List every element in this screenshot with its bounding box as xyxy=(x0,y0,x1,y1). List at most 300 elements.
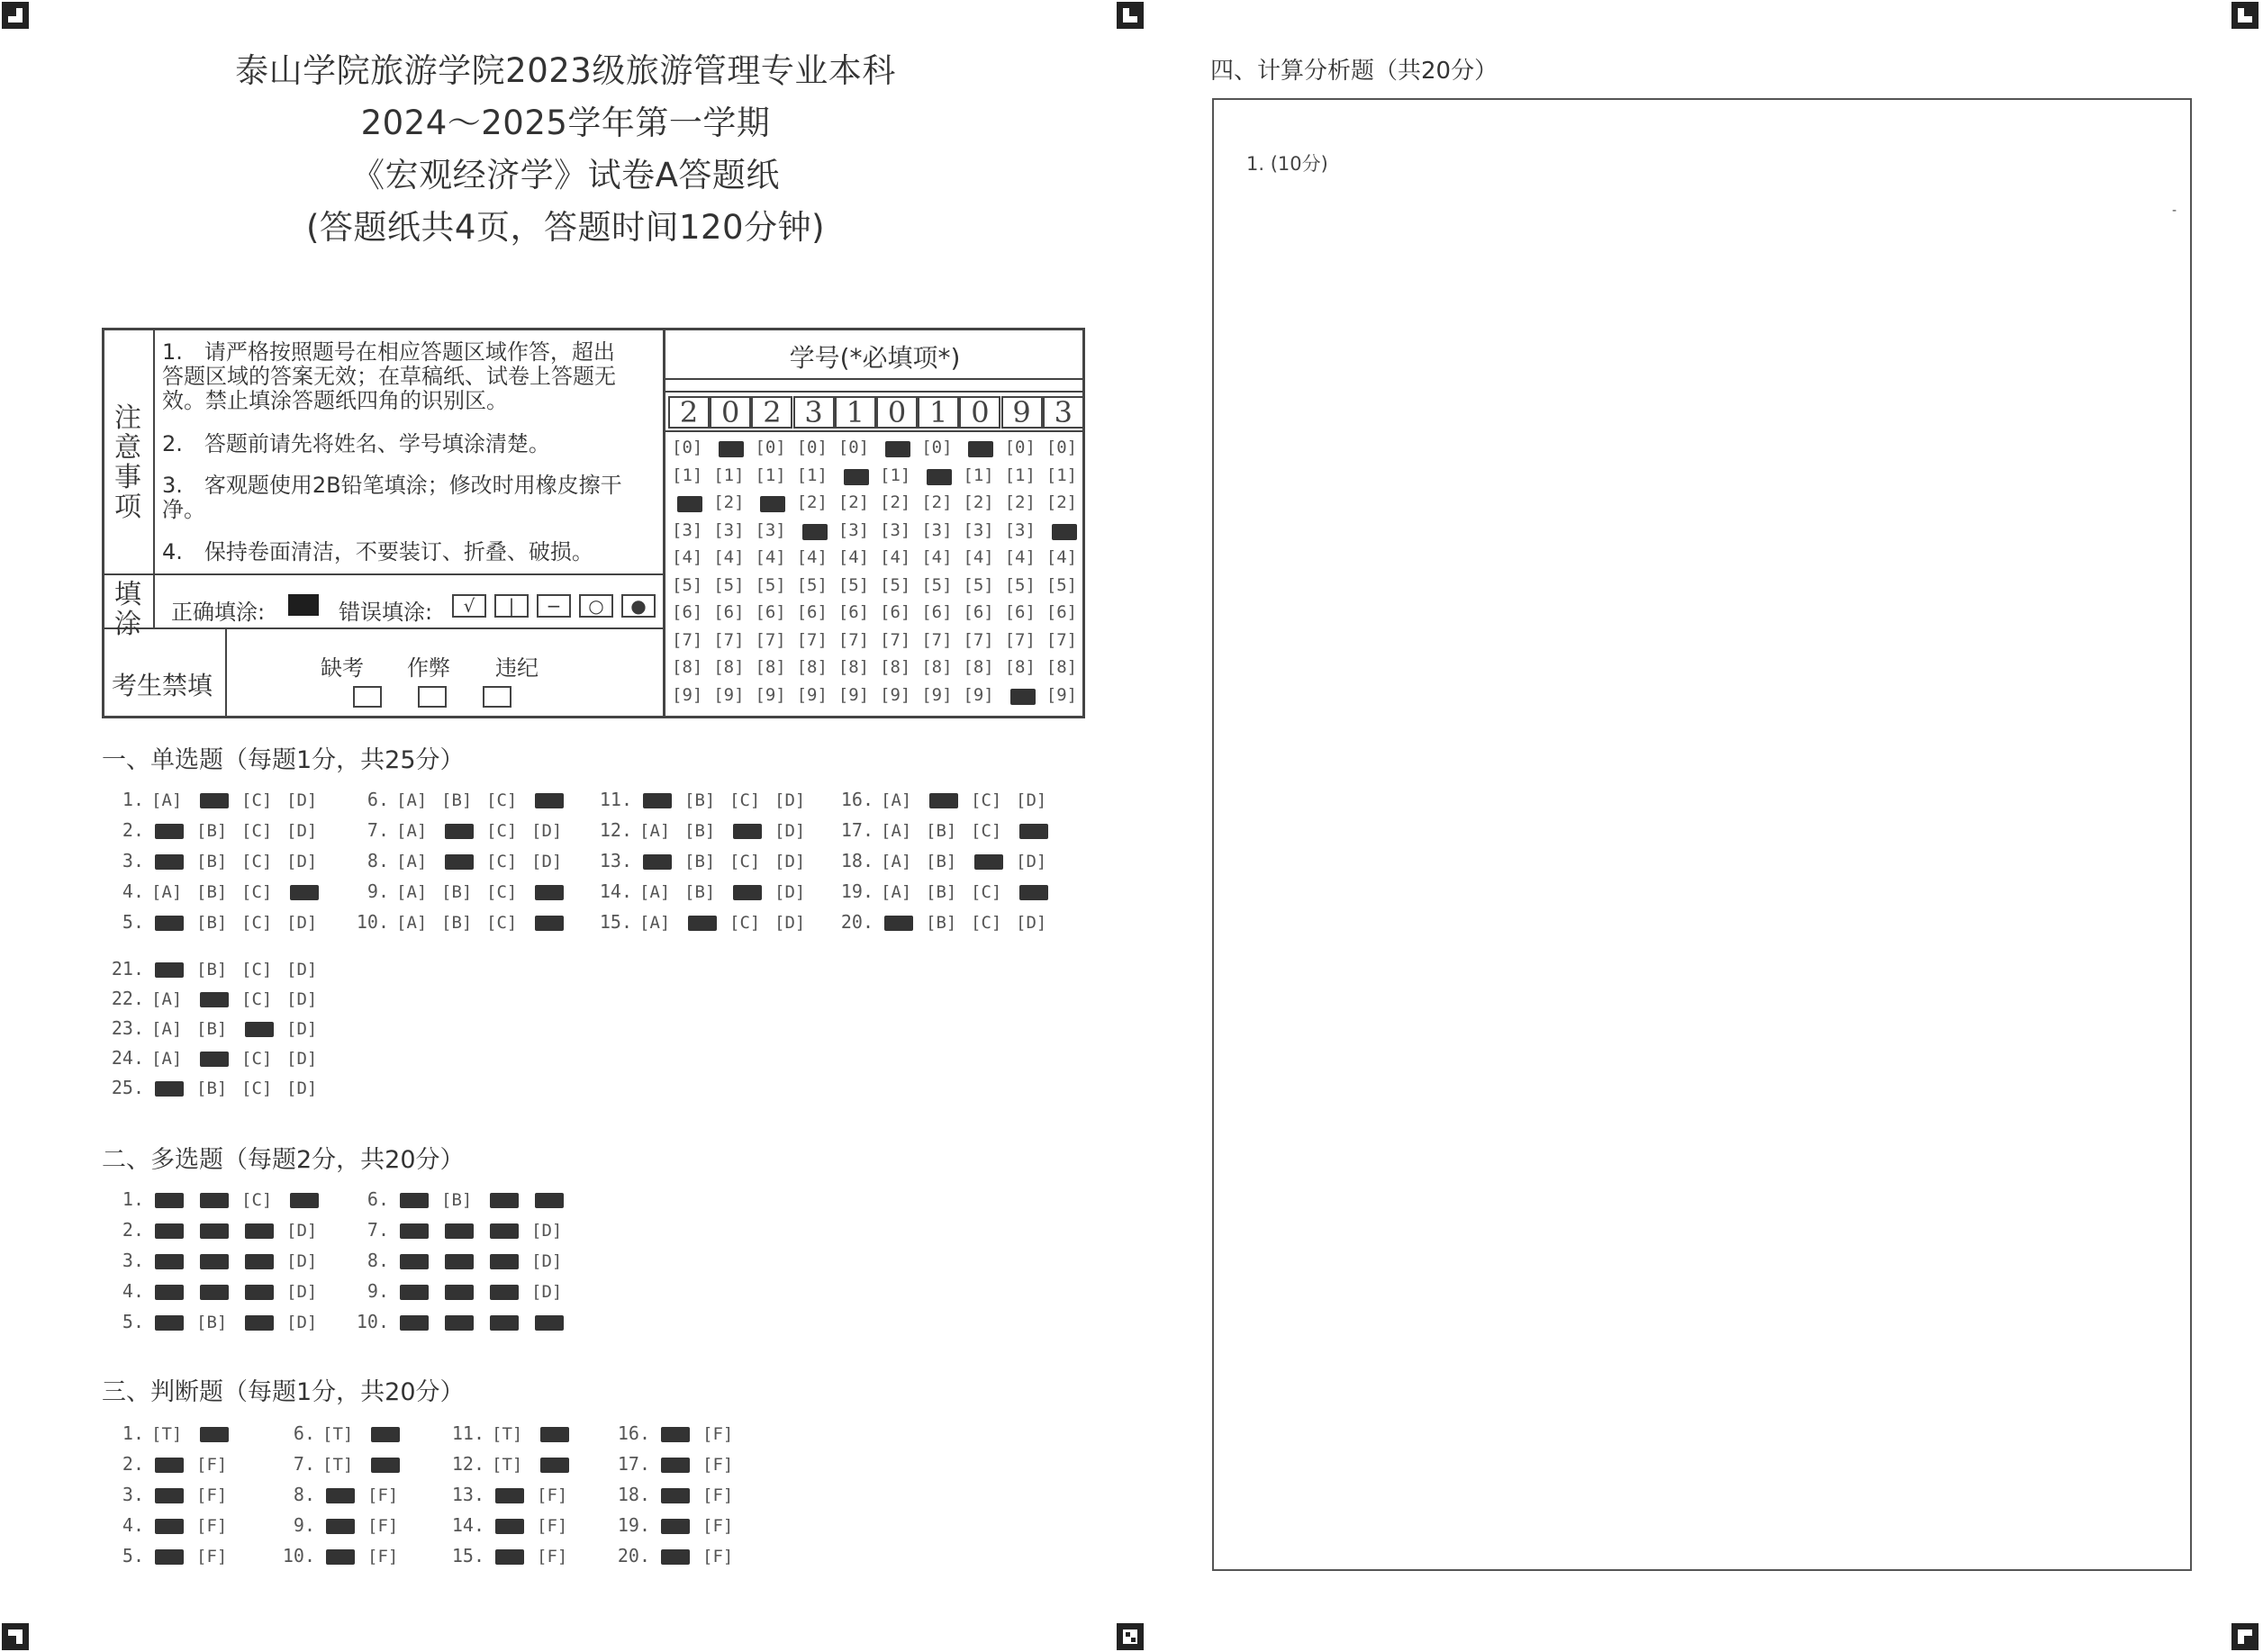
answer-bubble[interactable]: [A] xyxy=(881,790,912,810)
answer-bubble[interactable]: [B] xyxy=(196,913,228,933)
answer-bubble[interactable]: [D] xyxy=(286,960,318,979)
answer-bubble[interactable]: [F] xyxy=(702,1485,734,1505)
student-id-bubble[interactable]: [6] xyxy=(796,602,828,622)
student-id-bubble[interactable]: [3] xyxy=(1004,519,1036,540)
student-id-bubble[interactable]: [0] xyxy=(921,438,953,457)
answer-bubble-filled[interactable] xyxy=(884,916,913,931)
answer-bubble[interactable]: [D] xyxy=(286,852,318,871)
answer-bubble-filled[interactable] xyxy=(661,1519,690,1534)
answer-bubble-filled[interactable] xyxy=(200,793,229,808)
student-id-bubble[interactable]: [6] xyxy=(672,602,703,622)
answer-bubble[interactable]: [D] xyxy=(774,913,806,933)
answer-bubble-filled[interactable] xyxy=(661,1549,690,1565)
student-id-bubble-filled[interactable] xyxy=(968,441,993,457)
student-id-bubble[interactable]: [7] xyxy=(1046,629,1078,650)
student-id-bubble[interactable]: [1] xyxy=(796,465,828,485)
answer-bubble[interactable]: [C] xyxy=(729,913,761,933)
answer-bubble[interactable]: [D] xyxy=(286,1313,318,1332)
answer-bubble-filled[interactable] xyxy=(535,793,564,808)
answer-bubble[interactable]: [C] xyxy=(486,790,518,810)
answer-bubble-filled[interactable] xyxy=(290,1193,319,1208)
student-id-bubble[interactable]: [3] xyxy=(672,519,703,540)
student-id-bubble[interactable]: [8] xyxy=(713,657,745,677)
answer-bubble[interactable]: [D] xyxy=(286,821,318,841)
answer-bubble[interactable]: [F] xyxy=(196,1547,228,1566)
student-id-bubble[interactable]: [4] xyxy=(796,547,828,567)
answer-bubble[interactable]: [D] xyxy=(286,1019,318,1039)
student-id-bubble[interactable]: [9] xyxy=(796,684,828,705)
answer-bubble-filled[interactable] xyxy=(155,1285,184,1300)
answer-bubble-filled[interactable] xyxy=(245,1285,274,1300)
answer-bubble-filled[interactable] xyxy=(535,1315,564,1331)
answer-bubble-filled[interactable] xyxy=(643,854,672,870)
answer-bubble[interactable]: [C] xyxy=(241,852,273,871)
student-id-bubble[interactable]: [4] xyxy=(921,547,953,567)
student-id-bubble[interactable]: [8] xyxy=(755,657,786,677)
answer-bubble[interactable]: [A] xyxy=(396,913,428,933)
answer-bubble-filled[interactable] xyxy=(445,1285,474,1300)
answer-bubble[interactable]: [T] xyxy=(492,1424,523,1444)
answer-bubble-filled[interactable] xyxy=(155,962,184,978)
student-id-bubble[interactable]: [3] xyxy=(963,519,994,540)
answer-bubble[interactable]: [D] xyxy=(286,1221,318,1241)
student-id-bubble[interactable]: [5] xyxy=(796,574,828,595)
question-number: 3. xyxy=(122,1484,144,1505)
answer-bubble-filled[interactable] xyxy=(200,1427,229,1442)
student-id-bubble[interactable]: [8] xyxy=(963,657,994,677)
answer-bubble[interactable]: [B] xyxy=(926,852,957,871)
student-id-bubble[interactable]: [2] xyxy=(921,492,953,512)
answer-bubble[interactable]: [D] xyxy=(774,821,806,841)
answer-bubble[interactable]: [A] xyxy=(881,852,912,871)
answer-bubble[interactable]: [A] xyxy=(639,913,671,933)
answer-bubble[interactable]: [B] xyxy=(196,882,228,902)
student-id-bubble[interactable]: [4] xyxy=(755,547,786,567)
answer-bubble-filled[interactable] xyxy=(495,1519,524,1534)
student-id-bubble[interactable]: [6] xyxy=(921,602,953,622)
answer-bubble[interactable]: [F] xyxy=(702,1455,734,1475)
answer-bubble[interactable]: [D] xyxy=(1016,913,1047,933)
student-id-bubble[interactable]: [1] xyxy=(1046,465,1078,485)
answer-bubble-filled[interactable] xyxy=(661,1427,690,1442)
answer-bubble-filled[interactable] xyxy=(400,1223,429,1239)
student-id-bubble[interactable]: [7] xyxy=(796,629,828,650)
student-id-bubble[interactable]: [9] xyxy=(921,684,953,705)
answer-bubble-filled[interactable] xyxy=(495,1488,524,1503)
answer-bubble-filled[interactable] xyxy=(929,793,958,808)
answer-bubble[interactable]: [F] xyxy=(537,1485,568,1505)
student-id-bubble[interactable]: [4] xyxy=(880,547,911,567)
student-id-bubble[interactable]: [5] xyxy=(837,574,870,595)
answer-bubble[interactable]: [F] xyxy=(367,1516,399,1536)
question-number: 25. xyxy=(111,1077,144,1098)
answer-bubble-filled[interactable] xyxy=(155,1193,184,1208)
answer-bubble[interactable]: [D] xyxy=(1016,852,1047,871)
answer-bubble[interactable]: [C] xyxy=(241,989,273,1009)
answer-bubble[interactable]: [D] xyxy=(531,821,563,841)
answer-bubble[interactable]: [D] xyxy=(531,1282,563,1302)
student-id-bubble[interactable]: [5] xyxy=(1046,574,1078,595)
student-id-bubble[interactable]: [2] xyxy=(796,492,828,512)
answer-bubble[interactable]: [B] xyxy=(441,882,473,902)
answer-bubble[interactable]: [C] xyxy=(486,913,518,933)
student-id-bubble[interactable]: [2] xyxy=(1004,492,1036,512)
student-id-bubble[interactable]: [3] xyxy=(713,519,745,540)
student-id-bubble[interactable]: [8] xyxy=(796,657,828,677)
answer-bubble[interactable]: [B] xyxy=(196,821,228,841)
answer-bubble[interactable]: [T] xyxy=(322,1455,354,1475)
student-id-bubble[interactable]: [0] xyxy=(1046,438,1078,457)
answer-bubble[interactable]: [D] xyxy=(774,790,806,810)
student-id-bubble[interactable]: [0] xyxy=(672,438,703,457)
student-id-bubble[interactable]: [7] xyxy=(672,629,703,650)
answer-bubble-filled[interactable] xyxy=(540,1458,569,1473)
answer-bubble-filled[interactable] xyxy=(733,824,762,839)
answer-bubble[interactable]: [B] xyxy=(684,821,716,841)
student-id-bubble[interactable]: [7] xyxy=(921,629,953,650)
answer-bubble-filled[interactable] xyxy=(661,1488,690,1503)
student-id-bubble[interactable]: [6] xyxy=(880,602,911,622)
question-number: 5. xyxy=(122,1311,144,1332)
answer-bubble-filled[interactable] xyxy=(326,1488,355,1503)
student-id-bubble-filled[interactable] xyxy=(885,441,910,457)
answer-bubble[interactable]: [C] xyxy=(971,821,1002,841)
answer-bubble-filled[interactable] xyxy=(400,1254,429,1269)
answer-bubble[interactable]: [B] xyxy=(196,1019,228,1039)
answer-bubble-filled[interactable] xyxy=(535,916,564,931)
answer-bubble-filled[interactable] xyxy=(155,1488,184,1503)
student-id-bubble[interactable]: [8] xyxy=(672,657,703,677)
student-id-bubble[interactable]: [4] xyxy=(672,547,703,567)
answer-bubble[interactable]: [A] xyxy=(396,790,428,810)
answer-bubble[interactable]: [T] xyxy=(322,1424,354,1444)
student-id-bubble-filled[interactable] xyxy=(1010,689,1036,705)
student-id-bubble[interactable]: [2] xyxy=(713,492,745,512)
answer-bubble-filled[interactable] xyxy=(445,1254,474,1269)
answer-bubble-filled[interactable] xyxy=(490,1254,519,1269)
answer-bubble-filled[interactable] xyxy=(155,1254,184,1269)
answer-bubble[interactable]: [D] xyxy=(286,1079,318,1098)
answer-bubble[interactable]: [T] xyxy=(151,1424,183,1444)
answer-bubble[interactable]: [C] xyxy=(241,1190,273,1210)
answer-bubble-filled[interactable] xyxy=(974,854,1003,870)
answer-bubble[interactable]: [D] xyxy=(286,1049,318,1069)
student-id-bubble[interactable]: [1] xyxy=(880,465,911,485)
question-number: 10. xyxy=(356,911,389,933)
student-id-bubble[interactable]: [0] xyxy=(796,438,828,457)
answer-bubble[interactable]: [B] xyxy=(196,1079,228,1098)
student-id-bubble[interactable]: [9] xyxy=(1046,684,1078,705)
answer-bubble-filled[interactable] xyxy=(155,1223,184,1239)
answer-bubble[interactable]: [A] xyxy=(151,1049,183,1069)
answer-bubble-filled[interactable] xyxy=(661,1458,690,1473)
answer-bubble-filled[interactable] xyxy=(400,1315,429,1331)
answer-bubble-filled[interactable] xyxy=(155,1315,184,1331)
student-id-bubble[interactable]: [7] xyxy=(837,629,870,650)
answer-bubble[interactable]: [F] xyxy=(367,1485,399,1505)
answer-bubble-filled[interactable] xyxy=(1019,824,1048,839)
answer-bubble-filled[interactable] xyxy=(245,1022,274,1037)
absent-checkbox[interactable] xyxy=(353,686,382,708)
answer-bubble[interactable]: [C] xyxy=(486,882,518,902)
student-id-bubble[interactable]: [4] xyxy=(1004,547,1036,567)
answer-bubble-filled[interactable] xyxy=(155,916,184,931)
answer-bubble[interactable]: [C] xyxy=(241,913,273,933)
student-id-bubble[interactable]: [1] xyxy=(713,465,745,485)
answer-bubble-filled[interactable] xyxy=(535,885,564,900)
answer-bubble[interactable]: [C] xyxy=(729,852,761,871)
student-id-bubble[interactable]: [1] xyxy=(755,465,786,485)
answer-bubble-filled[interactable] xyxy=(245,1315,274,1331)
student-id-bubble[interactable]: [2] xyxy=(880,492,911,512)
question-number: 2. xyxy=(122,1453,144,1475)
student-id-bubble[interactable]: [7] xyxy=(1004,629,1036,650)
notice-item-2: 2. 答题前请先将姓名、学号填涂清楚。 xyxy=(162,431,550,456)
student-id-bubble[interactable]: [5] xyxy=(921,574,953,595)
answer-bubble[interactable]: [B] xyxy=(196,852,228,871)
student-id-bubble[interactable]: [7] xyxy=(963,629,994,650)
student-id-bubble[interactable]: [6] xyxy=(837,602,870,622)
answer-bubble-filled[interactable] xyxy=(400,1193,429,1208)
answer-bubble[interactable]: [A] xyxy=(881,882,912,902)
answer-bubble[interactable]: [A] xyxy=(396,852,428,871)
student-id-bubble[interactable]: [3] xyxy=(921,519,953,540)
student-id-bubble-filled[interactable] xyxy=(844,469,869,485)
student-id-bubble[interactable]: [6] xyxy=(1004,602,1036,622)
answer-bubble[interactable]: [C] xyxy=(241,1079,273,1098)
answer-bubble[interactable]: [T] xyxy=(492,1455,523,1475)
student-id-bubble[interactable]: [7] xyxy=(880,629,911,650)
answer-bubble[interactable]: [C] xyxy=(241,1049,273,1069)
student-id-bubble[interactable]: [2] xyxy=(1046,492,1078,512)
answer-bubble[interactable]: [B] xyxy=(926,821,957,841)
student-id-bubble[interactable]: [8] xyxy=(880,657,911,677)
answer-bubble[interactable]: [B] xyxy=(684,852,716,871)
answer-bubble[interactable]: [B] xyxy=(684,882,716,902)
student-id-bubble[interactable]: [5] xyxy=(755,574,786,595)
student-id-bubble[interactable]: [6] xyxy=(755,602,786,622)
answer-bubble[interactable]: [F] xyxy=(196,1455,228,1475)
answer-bubble-filled[interactable] xyxy=(490,1315,519,1331)
answer-bubble[interactable]: [B] xyxy=(441,913,473,933)
question-number: 16. xyxy=(617,1422,650,1444)
student-id-bubble[interactable]: [2] xyxy=(963,492,994,512)
answer-bubble[interactable]: [C] xyxy=(241,882,273,902)
answer-bubble[interactable]: [C] xyxy=(729,790,761,810)
answer-bubble[interactable]: [D] xyxy=(1016,790,1047,810)
answer-bubble-filled[interactable] xyxy=(643,793,672,808)
student-id-bubble[interactable]: [4] xyxy=(713,547,745,567)
answer-bubble-filled[interactable] xyxy=(535,1193,564,1208)
student-id-bubble[interactable]: [5] xyxy=(1004,574,1036,595)
student-id-bubble[interactable]: [9] xyxy=(713,684,745,705)
answer-bubble[interactable]: [A] xyxy=(151,882,183,902)
question-number: 17. xyxy=(617,1453,650,1475)
answer-bubble-filled[interactable] xyxy=(445,824,474,839)
answer-bubble[interactable]: [C] xyxy=(971,882,1002,902)
question-number: 10. xyxy=(356,1311,389,1332)
answer-bubble[interactable]: [D] xyxy=(286,1282,318,1302)
answer-bubble[interactable]: [F] xyxy=(702,1547,734,1566)
answer-bubble-filled[interactable] xyxy=(490,1193,519,1208)
answer-bubble-filled[interactable] xyxy=(540,1427,569,1442)
answer-bubble[interactable]: [D] xyxy=(286,989,318,1009)
student-id-bubble[interactable]: [9] xyxy=(755,684,786,705)
cheat-checkbox[interactable] xyxy=(418,686,447,708)
answer-bubble[interactable]: [D] xyxy=(774,852,806,871)
answer-bubble[interactable]: [C] xyxy=(486,852,518,871)
answer-bubble[interactable]: [C] xyxy=(241,790,273,810)
student-id-bubble[interactable]: [0] xyxy=(837,438,870,457)
student-id-bubble[interactable]: [7] xyxy=(755,629,786,650)
answer-bubble-filled[interactable] xyxy=(200,1193,229,1208)
answer-bubble[interactable]: [B] xyxy=(684,790,716,810)
answer-bubble[interactable]: [D] xyxy=(286,1251,318,1271)
student-id-bubble[interactable]: [9] xyxy=(837,684,870,705)
answer-bubble-filled[interactable] xyxy=(1019,885,1048,900)
student-id-bubble[interactable]: [9] xyxy=(880,684,911,705)
judge-title: 三、判断题（每题1分，共20分） xyxy=(102,1378,465,1406)
answer-bubble[interactable]: [C] xyxy=(241,960,273,979)
question-number: 13. xyxy=(599,850,632,871)
answer-bubble-filled[interactable] xyxy=(200,1254,229,1269)
student-id-bubble[interactable]: [8] xyxy=(1046,657,1078,677)
answer-bubble[interactable]: [D] xyxy=(531,1251,563,1271)
question-number: 1. xyxy=(122,1422,144,1444)
answer-bubble[interactable]: [B] xyxy=(926,882,957,902)
student-id-bubble-filled[interactable] xyxy=(1052,524,1077,540)
answer-bubble[interactable]: [A] xyxy=(396,882,428,902)
answer-bubble[interactable]: [A] xyxy=(151,1019,183,1039)
answer-bubble[interactable]: [F] xyxy=(196,1485,228,1505)
answer-bubble[interactable]: [F] xyxy=(367,1547,399,1566)
answer-bubble-filled[interactable] xyxy=(400,1285,429,1300)
answer-bubble-filled[interactable] xyxy=(245,1223,274,1239)
student-id-bubble[interactable]: [3] xyxy=(880,519,911,540)
student-id-bubble[interactable]: [5] xyxy=(672,574,703,595)
violation-checkbox[interactable] xyxy=(483,686,511,708)
answer-bubble-filled[interactable] xyxy=(326,1519,355,1534)
student-id-bubble[interactable]: [9] xyxy=(672,684,703,705)
answer-bubble-filled[interactable] xyxy=(326,1549,355,1565)
answer-bubble[interactable]: [A] xyxy=(881,821,912,841)
student-id-bubble[interactable]: [8] xyxy=(837,657,870,677)
answer-bubble-filled[interactable] xyxy=(155,854,184,870)
question-number: 4. xyxy=(122,1514,144,1536)
student-id-bubble[interactable]: [4] xyxy=(837,547,870,567)
student-id-bubble[interactable]: [4] xyxy=(1046,547,1078,567)
student-id-bubble[interactable]: [1] xyxy=(672,465,703,485)
answer-bubble[interactable]: [D] xyxy=(774,882,806,902)
answer-bubble-filled[interactable] xyxy=(155,1458,184,1473)
answer-bubble-filled[interactable] xyxy=(155,824,184,839)
answer-bubble-filled[interactable] xyxy=(200,1285,229,1300)
student-id-bubble[interactable]: [3] xyxy=(837,519,870,540)
answer-bubble-filled[interactable] xyxy=(290,885,319,900)
student-id-bubble[interactable]: [6] xyxy=(713,602,745,622)
answer-bubble[interactable]: [F] xyxy=(702,1516,734,1536)
student-id-bubble[interactable]: [0] xyxy=(1004,438,1036,457)
answer-bubble-filled[interactable] xyxy=(490,1285,519,1300)
answer-bubble[interactable]: [B] xyxy=(926,913,957,933)
student-id-bubble[interactable]: [8] xyxy=(921,657,953,677)
answer-bubble[interactable]: [A] xyxy=(151,989,183,1009)
answer-bubble-filled[interactable] xyxy=(371,1458,400,1473)
student-id-bubble[interactable]: [9] xyxy=(963,684,994,705)
answer-bubble[interactable]: [F] xyxy=(702,1424,734,1444)
student-id-bubble[interactable]: [8] xyxy=(1004,657,1036,677)
answer-bubble[interactable]: [D] xyxy=(531,852,563,871)
answer-bubble[interactable]: [A] xyxy=(639,882,671,902)
answer-sheet-page-1 xyxy=(0,0,1131,1652)
answer-bubble-filled[interactable] xyxy=(445,1315,474,1331)
student-id-bubble-filled[interactable] xyxy=(719,441,744,457)
answer-bubble[interactable]: [C] xyxy=(486,821,518,841)
answer-bubble[interactable]: [A] xyxy=(639,821,671,841)
student-id-bubble[interactable]: [1] xyxy=(1004,465,1036,485)
answer-bubble-filled[interactable] xyxy=(200,992,229,1007)
answer-bubble-filled[interactable] xyxy=(155,1549,184,1565)
answer-bubble-filled[interactable] xyxy=(733,885,762,900)
student-id-bubble-filled[interactable] xyxy=(802,524,828,540)
student-id-bubble[interactable]: [5] xyxy=(713,574,745,595)
answer-bubble[interactable]: [B] xyxy=(441,1190,473,1210)
answer-bubble[interactable]: [F] xyxy=(537,1516,568,1536)
answer-bubble[interactable]: [B] xyxy=(196,960,228,979)
answer-bubble-filled[interactable] xyxy=(200,1223,229,1239)
answer-bubble-filled[interactable] xyxy=(155,1519,184,1534)
answer-bubble-filled[interactable] xyxy=(245,1254,274,1269)
answer-bubble[interactable]: [F] xyxy=(537,1547,568,1566)
calc-answer-area[interactable] xyxy=(1212,98,2192,1571)
answer-bubble-filled[interactable] xyxy=(445,854,474,870)
answer-bubble-filled[interactable] xyxy=(155,1081,184,1097)
answer-bubble[interactable]: [D] xyxy=(286,913,318,933)
answer-bubble[interactable]: [A] xyxy=(151,790,183,810)
question-number: 18. xyxy=(617,1484,650,1505)
answer-bubble-filled[interactable] xyxy=(371,1427,400,1442)
student-id-bubble-filled[interactable] xyxy=(760,496,785,512)
student-id-bubble[interactable]: [7] xyxy=(713,629,745,650)
answer-bubble[interactable]: [D] xyxy=(531,1221,563,1241)
answer-bubble[interactable]: [D] xyxy=(286,790,318,810)
student-id-digit: 0 xyxy=(710,396,751,429)
student-id-bubble[interactable]: [1] xyxy=(963,465,994,485)
answer-bubble[interactable]: [C] xyxy=(971,913,1002,933)
answer-bubble-filled[interactable] xyxy=(490,1223,519,1239)
answer-bubble-filled[interactable] xyxy=(445,1223,474,1239)
student-id-bubble[interactable]: [6] xyxy=(1046,602,1078,622)
answer-bubble[interactable]: [C] xyxy=(241,821,273,841)
answer-bubble[interactable]: [B] xyxy=(196,1313,228,1332)
answer-bubble[interactable]: [F] xyxy=(196,1516,228,1536)
answer-bubble[interactable]: [A] xyxy=(396,821,428,841)
student-id-bubble[interactable]: [5] xyxy=(963,574,994,595)
answer-bubble[interactable]: [C] xyxy=(971,790,1002,810)
student-id-bubble[interactable]: [3] xyxy=(755,519,786,540)
answer-bubble-filled[interactable] xyxy=(688,916,717,931)
answer-bubble-filled[interactable] xyxy=(200,1052,229,1067)
student-id-bubble-filled[interactable] xyxy=(927,469,952,485)
answer-bubble-filled[interactable] xyxy=(495,1549,524,1565)
student-id-bubble[interactable]: [4] xyxy=(963,547,994,567)
student-id-bubble-filled[interactable] xyxy=(677,496,702,512)
answer-bubble[interactable]: [B] xyxy=(441,790,473,810)
student-id-bubble[interactable]: [6] xyxy=(963,602,994,622)
student-id-bubble[interactable]: [2] xyxy=(837,492,870,512)
student-id-bubble[interactable]: [0] xyxy=(755,438,786,457)
student-id-bubble[interactable]: [5] xyxy=(880,574,911,595)
